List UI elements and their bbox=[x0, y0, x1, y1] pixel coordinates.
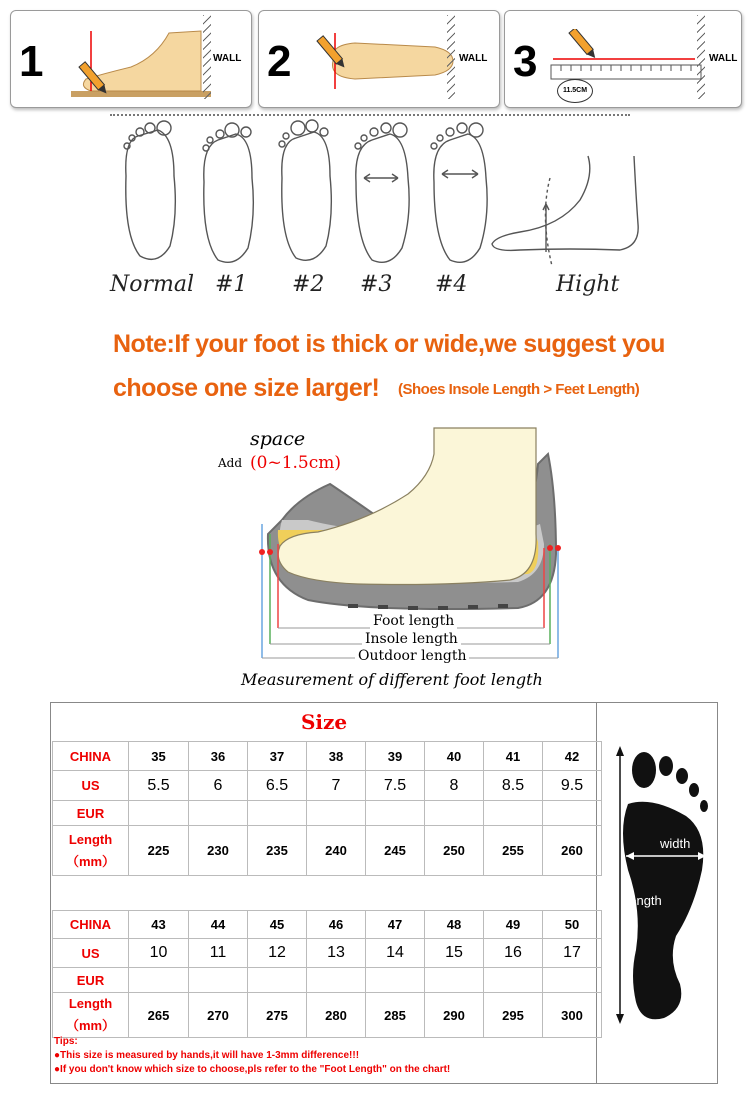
eur-label: EUR bbox=[53, 801, 129, 826]
size-cell: 7 bbox=[307, 771, 366, 801]
foot-length-label: Foot length bbox=[370, 613, 457, 629]
size-cell: 270 bbox=[189, 993, 248, 1038]
step-panel-3 bbox=[504, 10, 742, 108]
size-cell: 245 bbox=[366, 826, 425, 876]
size-cell: 11 bbox=[189, 939, 248, 968]
insole-length-label: Insole length bbox=[362, 631, 461, 647]
size-cell: 7.5 bbox=[366, 771, 425, 801]
size-cell: 240 bbox=[307, 826, 366, 876]
step-number: 2 bbox=[267, 37, 292, 86]
size-cell: 50 bbox=[543, 911, 602, 939]
size-cell: 38 bbox=[307, 742, 366, 771]
size-cell: 10 bbox=[129, 939, 189, 968]
step-panel-1 bbox=[10, 10, 252, 108]
foot-type-label: #1 bbox=[215, 272, 248, 297]
size-cell: 6 bbox=[189, 771, 248, 801]
size-cell: 280 bbox=[307, 993, 366, 1038]
diagram-caption: Measurement of different foot length bbox=[241, 670, 543, 689]
eur-label: EUR bbox=[53, 968, 129, 993]
size-cell: 14 bbox=[366, 939, 425, 968]
step-panel-2 bbox=[258, 10, 500, 108]
wall-label: WALL bbox=[459, 53, 488, 64]
size-cell: 12 bbox=[248, 939, 307, 968]
tip-line-1: ●This size is measured by hands,it will have 1-3mm difference!!! bbox=[54, 1050, 360, 1061]
note-line-2: choose one size larger! bbox=[113, 374, 380, 402]
us-label: US bbox=[53, 771, 129, 801]
note-line-2-sub: (Shoes Insole Length > Feet Length) bbox=[398, 381, 640, 398]
us-row bbox=[53, 939, 602, 968]
size-cell: 235 bbox=[248, 826, 307, 876]
foot-side-icon bbox=[61, 21, 211, 101]
wall bbox=[697, 15, 705, 99]
size-cell: 290 bbox=[425, 993, 484, 1038]
size-cell: 300 bbox=[543, 993, 602, 1038]
size-cell: 17 bbox=[543, 939, 602, 968]
size-table-block-2 bbox=[52, 910, 602, 1038]
us-row bbox=[53, 771, 602, 801]
wall bbox=[203, 15, 211, 99]
size-cell: 285 bbox=[366, 993, 425, 1038]
size-cell: 43 bbox=[129, 911, 189, 939]
step-number: 1 bbox=[19, 37, 44, 86]
size-cell: 295 bbox=[484, 993, 543, 1038]
size-cell: 35 bbox=[129, 742, 189, 771]
size-cell: 44 bbox=[189, 911, 248, 939]
length-label: Length （mm） bbox=[53, 826, 129, 876]
size-cell: 8.5 bbox=[484, 771, 543, 801]
foot-type-label: Hight bbox=[556, 272, 620, 297]
us-label: US bbox=[53, 939, 129, 968]
size-title: Size bbox=[300, 710, 348, 734]
foot-types-illustration bbox=[100, 116, 660, 276]
foot-top-icon bbox=[305, 31, 455, 91]
step-number: 3 bbox=[513, 37, 538, 86]
size-cell: 45 bbox=[248, 911, 307, 939]
size-cell: 255 bbox=[484, 826, 543, 876]
size-cell: 265 bbox=[129, 993, 189, 1038]
tips bbox=[54, 1036, 450, 1078]
size-cell: 13 bbox=[307, 939, 366, 968]
footprint-diagram bbox=[606, 740, 716, 1030]
china-row bbox=[53, 911, 602, 939]
foot-type-label: #3 bbox=[360, 272, 393, 297]
diagram-range-label: (0~1.5cm) bbox=[250, 453, 342, 473]
size-cell: 41 bbox=[484, 742, 543, 771]
footprint-width-label: width bbox=[660, 836, 691, 851]
foot-type-label: Normal bbox=[110, 272, 195, 297]
tip-line-2: ●If you don't know which size to choose,pls refer to the "Foot Length" on the chart! bbox=[54, 1064, 451, 1075]
size-cell: 42 bbox=[543, 742, 602, 771]
footprint-length-label: Length bbox=[622, 893, 662, 908]
diagram-add-label: Add bbox=[218, 456, 243, 470]
note-line-1: Note:If your foot is thick or wide,we suggest you bbox=[113, 330, 665, 358]
china-row bbox=[53, 742, 602, 771]
length-label: Length （mm） bbox=[53, 993, 129, 1038]
size-cell: 275 bbox=[248, 993, 307, 1038]
china-label: CHINA bbox=[53, 742, 129, 771]
size-cell: 49 bbox=[484, 911, 543, 939]
size-cell: 40 bbox=[425, 742, 484, 771]
diagram-space-label: space bbox=[250, 428, 306, 450]
size-cell: 260 bbox=[543, 826, 602, 876]
foot-type-label: #4 bbox=[435, 272, 468, 297]
china-label: CHINA bbox=[53, 911, 129, 939]
size-cell: 5.5 bbox=[129, 771, 189, 801]
eur-row bbox=[53, 801, 602, 826]
size-cell: 9.5 bbox=[543, 771, 602, 801]
size-cell: 250 bbox=[425, 826, 484, 876]
tips-title: Tips: bbox=[54, 1036, 78, 1047]
size-cell: 6.5 bbox=[248, 771, 307, 801]
size-cell: 47 bbox=[366, 911, 425, 939]
size-cell: 37 bbox=[248, 742, 307, 771]
size-cell: 230 bbox=[189, 826, 248, 876]
eur-row bbox=[53, 968, 602, 993]
wall-label: WALL bbox=[709, 53, 738, 64]
wall-label: WALL bbox=[213, 53, 242, 64]
wall bbox=[447, 15, 455, 99]
foot-type-label: #2 bbox=[292, 272, 325, 297]
size-cell: 225 bbox=[129, 826, 189, 876]
size-cell: 8 bbox=[425, 771, 484, 801]
outdoor-length-label: Outdoor length bbox=[355, 648, 469, 664]
length-row bbox=[53, 993, 602, 1038]
size-cell: 36 bbox=[189, 742, 248, 771]
length-row bbox=[53, 826, 602, 876]
size-cell: 48 bbox=[425, 911, 484, 939]
measure-bubble: 11.5CM bbox=[557, 79, 593, 103]
size-cell: 16 bbox=[484, 939, 543, 968]
size-cell: 15 bbox=[425, 939, 484, 968]
size-table-block-1 bbox=[52, 741, 602, 876]
size-cell: 46 bbox=[307, 911, 366, 939]
size-cell: 39 bbox=[366, 742, 425, 771]
